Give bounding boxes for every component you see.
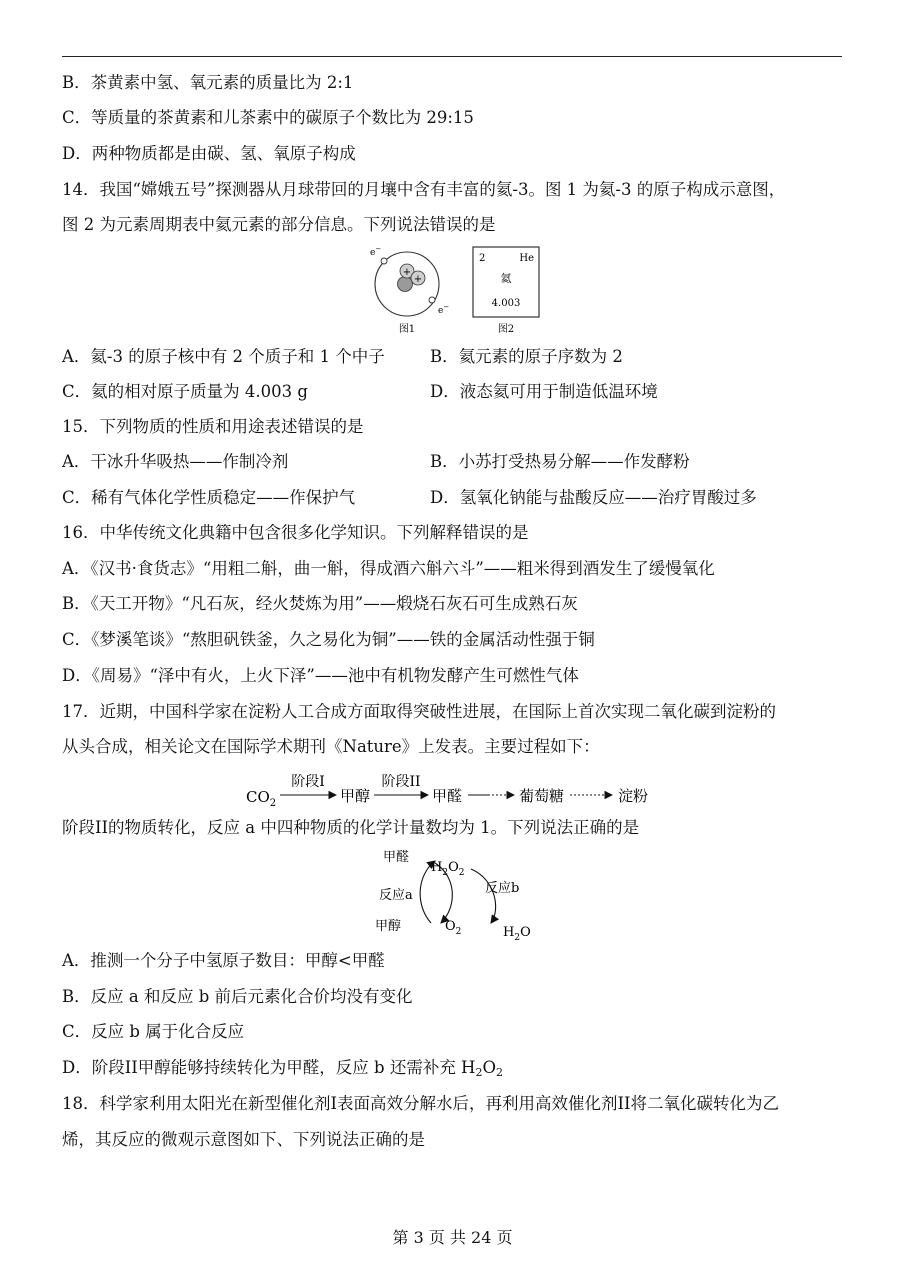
helium-atom-diagram xyxy=(360,242,460,337)
q17-stage-statement: 阶段II的物质转化，反应 a 中四种物质的化学计量数均为 1。下列说法正确的是 xyxy=(62,818,640,837)
figure-1-caption: 图1 xyxy=(398,324,416,335)
cycle-reaction-a: 反应a xyxy=(379,888,413,903)
flow-stage1-label: 阶段I xyxy=(291,774,325,790)
atomic-number: 2 xyxy=(479,253,486,264)
q17-option-a: A．推测一个分子中氢原子数目：甲醇<甲醛 xyxy=(62,951,385,970)
q15-option-b: B．小苏打受热易分解——作发酵粉 xyxy=(430,452,690,471)
q16-option-b: B．《天工开物》“凡石灰，经火焚炼为用”——煅烧石灰石可生成熟石灰 xyxy=(62,594,578,613)
cycle-h2o: $H_2O$ xyxy=(503,925,531,943)
q16-option-a: A．《汉书·食货志》“用粗二斛，曲一斛，得成酒六斛六斗”——粗米得到酒发生了缓慢氧化 xyxy=(62,559,715,578)
proton-2-plus: + xyxy=(413,274,423,285)
q14-option-c: C．氦的相对原子质量为 4.003 g xyxy=(62,382,308,401)
q14-option-b: B．氦元素的原子序数为 2 xyxy=(430,347,623,366)
q18-stem-line2: 烯，其反应的微观示意图如下、下列说法正确的是 xyxy=(62,1130,425,1149)
element-symbol: He xyxy=(519,253,534,264)
q15-option-a: A．干冰升华吸热——作制冷剂 xyxy=(62,452,289,471)
header-rule xyxy=(62,56,842,57)
cycle-arrow-b xyxy=(471,869,496,923)
cycle-formaldehyde: 甲醛 xyxy=(383,850,410,865)
flow-formaldehyde: 甲醛 xyxy=(432,787,463,805)
q17-option-b: B．反应 a 和反应 b 前后元素化合价均没有变化 xyxy=(62,987,413,1006)
flow-methanol: 甲醇 xyxy=(340,787,371,805)
electron-1 xyxy=(381,258,387,264)
element-name: 氦 xyxy=(500,272,512,285)
synthesis-flow-diagram xyxy=(240,764,670,812)
q16-option-c: C．《梦溪笔谈》“熬胆矾铁釜，久之易化为铜”——铁的金属活动性强于铜 xyxy=(62,630,595,649)
q17-option-c: C．反应 b 属于化合反应 xyxy=(62,1022,245,1041)
q13-option-d: D．两种物质都是由碳、氢、氧原子构成 xyxy=(62,144,356,163)
proton-1-plus: + xyxy=(402,267,412,278)
electron-2-label: e− xyxy=(438,303,450,316)
q14-stem-line2: 图 2 为元素周期表中氦元素的部分信息。下列说法错误的是 xyxy=(62,215,496,234)
q14-stem-line1: 14．我国“嫦娥五号”探测器从月球带回的月壤中含有丰富的氦-3。图 1 为氦-3 的原子构成示意图， xyxy=(62,180,786,199)
flow-stage2-label: 阶段II xyxy=(381,774,421,790)
electron-1-label: e− xyxy=(370,245,382,258)
q14-option-a: A．氦-3 的原子核中有 2 个质子和 1 个中子 xyxy=(62,347,385,366)
q15-stem: 15．下列物质的性质和用途表述错误的是 xyxy=(62,417,364,436)
cycle-h2o2: $H_2O_2$ xyxy=(431,860,465,878)
q17-stem-line2: 从头合成，相关论文在国际学术期刊《Nature》上发表。主要过程如下： xyxy=(62,737,600,756)
q14-option-d: D．液态氦可用于制造低温环境 xyxy=(430,382,658,401)
q16-option-d: D．《周易》“泽中有火，上火下泽”——池中有机物发酵产生可燃性气体 xyxy=(62,666,579,685)
page-footer: 第 3 页 共 24 页 xyxy=(392,1228,513,1247)
q15-option-c: C．稀有气体化学性质稳定——作保护气 xyxy=(62,488,356,507)
reaction-cycle-diagram xyxy=(365,845,545,945)
atomic-mass: 4.003 xyxy=(491,298,521,309)
q13-option-b: B．茶黄素中氢、氧元素的质量比为 2:1 xyxy=(62,73,354,92)
q13-option-c: C．等质量的茶黄素和儿茶素中的碳原子个数比为 29:15 xyxy=(62,108,474,127)
cycle-o2: $O_2$ xyxy=(445,919,462,937)
figure-2-caption: 图2 xyxy=(497,324,515,335)
cycle-reaction-b: 反应b xyxy=(485,881,520,896)
flow-glucose: 葡萄糖 xyxy=(519,787,565,805)
flow-co2: $CO_2$ xyxy=(246,788,277,809)
electron-2 xyxy=(429,297,435,303)
flow-starch: 淀粉 xyxy=(618,787,649,805)
neutron xyxy=(398,277,413,292)
cycle-methanol: 甲醇 xyxy=(375,919,402,934)
q16-stem: 16．中华传统文化典籍中包含很多化学知识。下列解释错误的是 xyxy=(62,523,529,542)
q17-stem-line1: 17．近期，中国科学家在淀粉人工合成方面取得突破性进展，在国际上首次实现二氧化碳到淀粉的 xyxy=(62,702,776,721)
periodic-cell-diagram xyxy=(470,244,545,339)
q15-option-d: D．氢氧化钠能与盐酸反应——治疗胃酸过多 xyxy=(430,488,757,507)
q18-stem-line1: 18．科学家利用太阳光在新型催化剂I表面高效分解水后，再利用高效催化剂II将二氧化碳转化为乙 xyxy=(62,1094,780,1113)
q17-option-d: D．阶段II甲醇能够持续转化为甲醛，反应 b 还需补充 $H_2O_2$ xyxy=(62,1058,503,1079)
